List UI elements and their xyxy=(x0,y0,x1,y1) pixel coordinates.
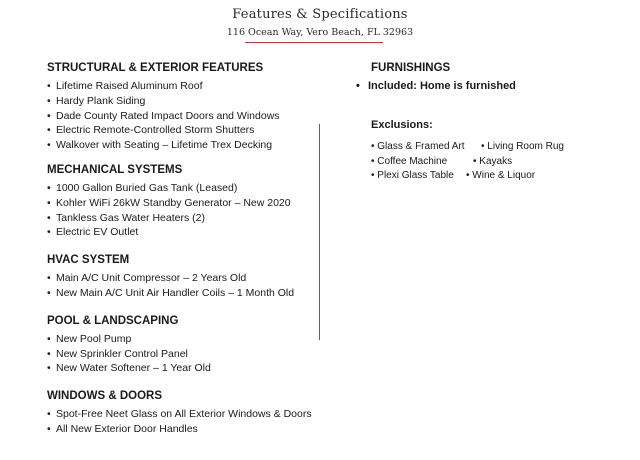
section-heading: STRUCTURAL & EXTERIOR FEATURES xyxy=(47,62,264,74)
list-item: • Hardy Plank Siding xyxy=(47,94,146,107)
furnishings-heading: FURNISHINGS xyxy=(371,62,451,74)
exclusion-item: • Plexi Glass Table xyxy=(371,170,454,181)
section-heading: HVAC SYSTEM xyxy=(47,254,130,267)
list-item: • New Sprinkler Control Panel xyxy=(47,347,188,360)
list-item: • All New Exterior Door Handles xyxy=(47,422,198,435)
bullet-icon: • xyxy=(47,347,51,360)
section-heading: MECHANICAL SYSTEMS xyxy=(47,163,183,176)
list-item: • Electric EV Outlet xyxy=(47,226,139,239)
bullet-icon: • xyxy=(47,211,51,224)
title-underline xyxy=(245,42,383,43)
section-hvac-system xyxy=(47,253,317,301)
list-item: • Spot-Free Neet Glass on All Exterior Windows & Doors xyxy=(47,408,312,421)
section-structural-exterior xyxy=(47,61,317,153)
list-item: • Lifetime Raised Aluminum Roof xyxy=(47,80,203,92)
bullet-icon: • xyxy=(47,181,51,194)
exclusion-item: • Living Room Rug xyxy=(481,141,564,152)
bullet-icon: • xyxy=(47,196,51,209)
list-item: • Electric Remote-Controlled Storm Shutters xyxy=(47,124,255,137)
bullet-icon: • xyxy=(47,124,51,137)
bullet-icon: • xyxy=(47,272,51,285)
bullet-icon: • xyxy=(356,80,360,92)
exclusion-row xyxy=(371,140,631,155)
section-mechanical-systems xyxy=(47,163,317,240)
column-divider xyxy=(319,124,320,340)
list-item: • Dade County Rated Impact Doors and Windows xyxy=(47,109,280,122)
bullet-icon: • xyxy=(47,139,51,152)
left-column xyxy=(47,61,317,437)
feature-list xyxy=(47,332,317,376)
bullet-icon: • xyxy=(47,226,51,239)
feature-list xyxy=(47,79,317,153)
bullet-icon: • xyxy=(47,80,51,92)
bullet-icon: • xyxy=(47,286,51,299)
list-item: • Main A/C Unit Compressor – 2 Years Old xyxy=(47,272,247,285)
list-item: • 1000 Gallon Buried Gas Tank (Leased) xyxy=(47,181,238,194)
exclusion-item: • Glass & Framed Art xyxy=(371,141,465,152)
right-column xyxy=(356,61,631,184)
exclusion-item: • Kayaks xyxy=(473,155,513,167)
exclusion-item: • Wine & Liquor xyxy=(466,170,536,181)
exclusions-list xyxy=(371,140,631,184)
section-pool-landscaping xyxy=(47,314,317,376)
list-item: • Kohler WiFi 26kW Standby Generator – New 2020 xyxy=(47,196,291,209)
document-header xyxy=(0,6,640,39)
property-address: 116 Ocean Way, Vero Beach, FL 32963 xyxy=(226,27,414,38)
furnished-status: • Included: Home is furnished xyxy=(356,80,516,92)
section-heading: WINDOWS & DOORS xyxy=(47,390,162,403)
bullet-icon: • xyxy=(47,109,51,122)
section-heading: POOL & LANDSCAPING xyxy=(47,314,179,327)
feature-list xyxy=(47,181,317,240)
list-item: • Walkover with Seating – Lifetime Trex Decking xyxy=(47,139,273,152)
page-title: Features & Specifications xyxy=(232,7,408,22)
exclusion-item: • Coffee Machine xyxy=(371,155,448,167)
list-item: • New Main A/C Unit Air Handler Coils – 1 Month Old xyxy=(47,286,295,299)
list-item: • Tankless Gas Water Heaters (2) xyxy=(47,211,205,224)
feature-list xyxy=(47,407,317,437)
bullet-icon: • xyxy=(47,422,51,435)
section-windows-doors xyxy=(47,389,317,437)
exclusions-heading: Exclusions: xyxy=(371,119,433,131)
feature-list xyxy=(47,271,317,301)
list-item: • New Water Softener – 1 Year Old xyxy=(47,362,211,375)
bullet-icon: • xyxy=(47,94,51,107)
bullet-icon: • xyxy=(47,362,51,375)
exclusion-row xyxy=(371,169,631,184)
bullet-icon: • xyxy=(47,332,51,345)
exclusion-row xyxy=(371,155,631,170)
list-item: • New Pool Pump xyxy=(47,332,132,345)
bullet-icon: • xyxy=(47,408,51,421)
